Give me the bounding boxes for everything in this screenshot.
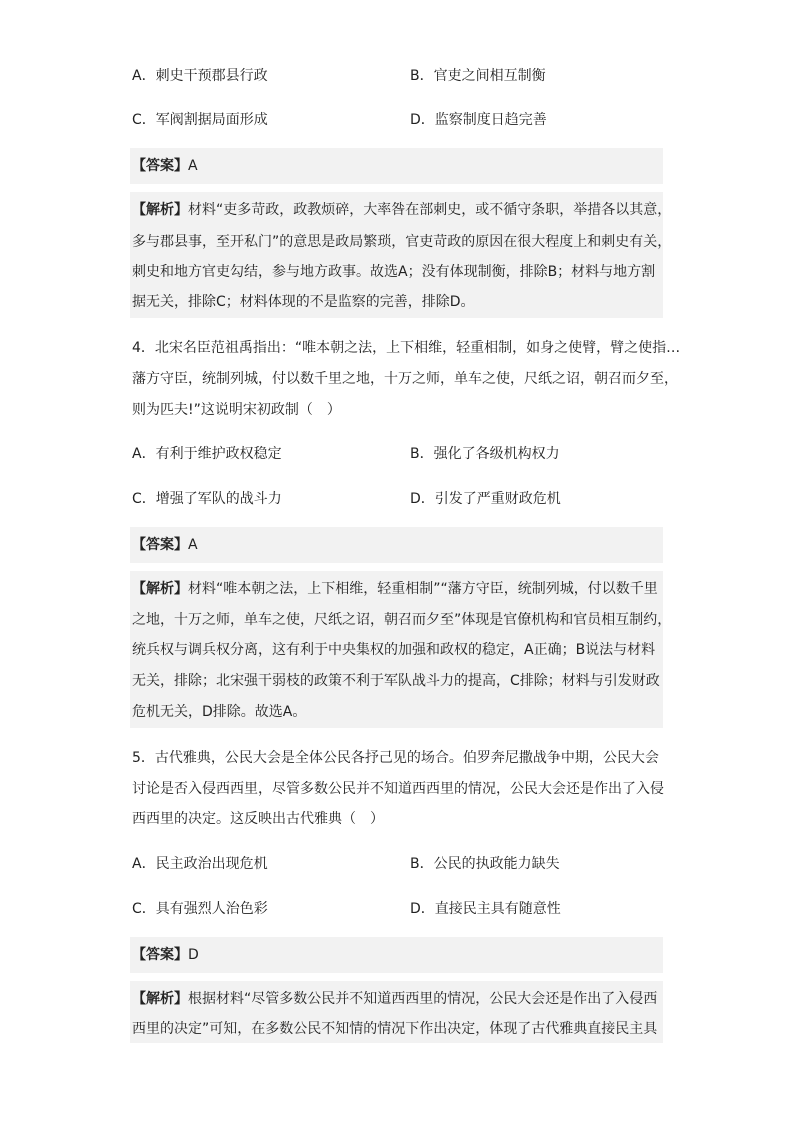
q5-stem-line-1: 5．古代雅典，公民大会是全体公民各抒己见的场合。伯罗奔尼撒战争中期，公民大会	[132, 750, 659, 766]
q5-answer	[132, 943, 199, 967]
q4-stem-line-3: 则为匹夫!”这说明宋初政制（ ）	[132, 402, 341, 418]
q3-analysis-line-2: 多与郡县事，至开私门”的意思是政局繁琐，官吏苛政的原因在很大程度上和刺史有关，	[132, 234, 672, 250]
q4-analysis-line-3: 统兵权与调兵权分离，这有利于中央集权的加强和政权的稳定，A正确；B说法与材料	[132, 642, 656, 658]
q4-analysis-box	[130, 571, 672, 728]
q5-analysis-label: 【解析】	[132, 991, 188, 1007]
q4-analysis-line-1: 【解析】材料“唯本朝之法，上下相维，轻重相制”“藩方守臣，统制列城，付以数千里	[132, 581, 658, 597]
q3-analysis-box	[130, 192, 672, 318]
q5-analysis-line-1: 【解析】根据材料“尽管多数公民并不知道西西里的情况，公民大会还是作出了入侵西	[132, 991, 658, 1007]
q3-option-c[interactable]: C．军阀割据局面形成	[132, 112, 268, 128]
q5-option-a[interactable]: A．民主政治出现危机	[132, 856, 268, 872]
q4-stem-line-1: 4．北宋名臣范祖禹指出：“唯本朝之法，上下相维，轻重相制，如身之使臂，臂之使指…	[132, 340, 681, 356]
q4-option-c[interactable]: C．增强了军队的战斗力	[132, 491, 282, 507]
q4-options-row-2	[132, 487, 662, 511]
q3-option-a[interactable]: A．刺史干预郡县行政	[132, 68, 268, 84]
q5-answer-label: 【答案】	[132, 947, 188, 963]
q4-analysis-line-2: 之地，十万之师，单车之使，尺纸之诏，朝召而夕至”体现是官僚机构和官员相互制约，	[132, 612, 672, 628]
q4-analysis-label: 【解析】	[132, 581, 188, 597]
q5-option-b[interactable]: B．公民的执政能力缺失	[410, 856, 560, 872]
q5-analysis-line-2: 西里的决定”可知，在多数公民不知情的情况下作出决定，体现了古代雅典直接民主具	[132, 1021, 658, 1037]
q3-answer	[132, 154, 198, 178]
q5-options-row-1	[132, 852, 662, 876]
q3-analysis-line-1: 【解析】材料“吏多苛政，政教烦碎，大率咎在部刺史，或不循守条职，举措各以其意，	[132, 202, 672, 218]
q3-analysis-line-4: 据无关，排除C；材料体现的不是监察的完善，排除D。	[132, 294, 475, 310]
q3-analysis-label: 【解析】	[132, 202, 188, 218]
q4-analysis-line-5: 危机无关，D排除。故选A。	[132, 704, 307, 720]
q5-option-c[interactable]: C．具有强烈人治色彩	[132, 901, 268, 917]
q5-stem-line-3: 西西里的决定。这反映出古代雅典（ ）	[132, 811, 384, 827]
q5-stem-line-2: 讨论是否入侵西西里，尽管多数公民并不知道西西里的情况，公民大会还是作出了入侵	[132, 781, 664, 797]
q4-answer-label: 【答案】	[132, 537, 188, 553]
q3-answer-box	[130, 148, 663, 184]
q5-options-row-2	[132, 897, 662, 921]
q4-option-a[interactable]: A．有利于维护政权稳定	[132, 446, 282, 462]
q5-answer-value: D	[188, 947, 199, 963]
q4-answer-box	[130, 527, 663, 563]
q3-answer-label: 【答案】	[132, 158, 188, 174]
q4-stem-line-2: 藩方守臣，统制列城，付以数千里之地，十万之师，单车之使，尺纸之诏，朝召而夕至，	[132, 371, 678, 387]
q3-options-row-1	[132, 64, 662, 88]
q3-option-d[interactable]: D．监察制度日趋完善	[410, 112, 547, 128]
q5-analysis-box	[130, 981, 663, 1043]
q3-answer-value: A	[188, 158, 198, 174]
q3-analysis-line-3: 刺史和地方官吏勾结，参与地方政事。故选A；没有体现制衡，排除B；材料与地方割	[132, 264, 656, 280]
q4-option-b[interactable]: B．强化了各级机构权力	[410, 446, 560, 462]
q5-answer-box	[130, 937, 663, 973]
q3-option-b[interactable]: B．官吏之间相互制衡	[410, 68, 546, 84]
q5-option-d[interactable]: D．直接民主具有随意性	[410, 901, 561, 917]
q4-answer-value: A	[188, 537, 198, 553]
q3-options-row-2	[132, 108, 662, 132]
q4-options-row-1	[132, 442, 662, 466]
q4-analysis-line-4: 无关，排除；北宋强干弱枝的政策不利于军队战斗力的提高，C排除；材料与引发财政	[132, 673, 660, 689]
q4-option-d[interactable]: D．引发了严重财政危机	[410, 491, 561, 507]
q4-answer	[132, 533, 198, 557]
